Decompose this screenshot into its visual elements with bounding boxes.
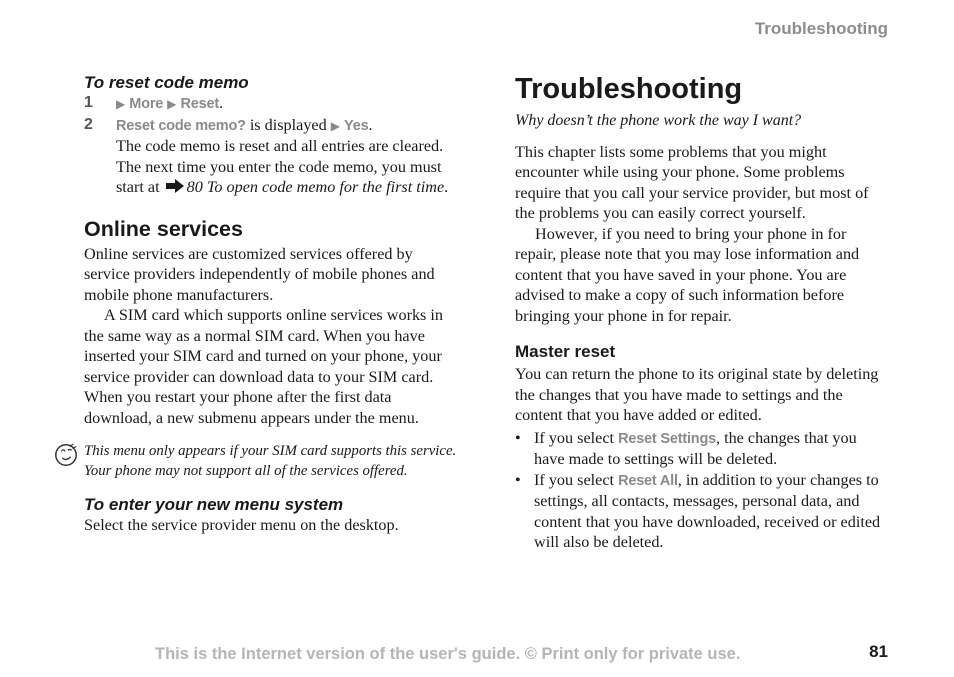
bullet-icon: •: [515, 470, 521, 489]
left-column: [84, 73, 459, 536]
right-column: [515, 73, 890, 553]
menu-arrow-icon: ▶: [330, 118, 340, 133]
menu-reset: Reset: [180, 96, 219, 112]
bullet-icon: •: [515, 428, 521, 447]
page-reference-arrow-icon: [166, 179, 184, 193]
menu-more: More: [129, 96, 164, 112]
page-number: 81: [869, 642, 888, 661]
step-2: [84, 115, 459, 198]
ui-reset-code-memo: Reset code memo?: [116, 117, 246, 134]
paragraph: You can return the phone to its original state by deleting the changes that you have made to settings and the content that you have added or edited.: [515, 365, 879, 424]
note: [84, 442, 459, 481]
procedure-title-reset-code-memo: To reset code memo: [84, 73, 249, 92]
heading-online-services: Online services: [84, 216, 243, 241]
step-number: 1: [84, 94, 93, 111]
menu-arrow-icon: ▶: [167, 97, 177, 111]
subtitle: Why doesn’t the phone work the way I want?: [515, 112, 802, 129]
menu-arrow-icon: ▶: [116, 97, 126, 111]
paragraph: This chapter lists some problems that you might encounter while using your phone. Some problems require that you call your service provider, but most of the problems you can easily correct yourself.: [515, 142, 869, 222]
page-title: Troubleshooting: [515, 73, 743, 105]
bullet-list: [515, 428, 890, 553]
procedure-title-enter-menu: To enter your new menu system: [84, 495, 344, 514]
page-reference: 80 To open code memo for the first time: [186, 178, 445, 196]
hint-icon: [52, 442, 80, 468]
step-description: The code memo is reset and all entries are cleared. The next time you enter the code memo, you must start at: [116, 137, 444, 196]
paragraph: Select the service provider menu on the desktop.: [84, 516, 399, 534]
running-header: Troubleshooting: [754, 19, 888, 38]
step-number: 2: [84, 115, 93, 133]
note-text: This menu only appears if your SIM card supports this service. Your phone may not support all of the services offered.: [84, 443, 457, 479]
ui-reset-settings: Reset Settings: [618, 430, 716, 447]
step-body: ▶ More ▶ Reset.: [116, 94, 223, 112]
footer-text: This is the Internet version of the user's guide. © Print only for private use.: [155, 645, 741, 663]
paragraph: Online services are customized services offered by service providers independently of mobile phones and mobile phone manufacturers.: [84, 244, 435, 304]
heading-master-reset: Master reset: [515, 342, 616, 361]
paragraph: A SIM card which supports online services works in the same way as a normal SIM card. When you have inserted your SIM card and turned on your phone, your service provider can download data to your SIM card. When you restart your phone after the first data download, a new submenu appears under the menu.: [84, 306, 443, 427]
ui-reset-all: Reset All: [618, 472, 678, 489]
step-1: [84, 93, 459, 115]
list-item: • If you select Reset Settings, the changes that you have made to settings will be deleted.: [515, 428, 857, 468]
ui-yes: Yes: [344, 117, 369, 134]
list-item: • If you select Reset All, in addition to your changes to settings, all contacts, messages, personal data, and content that you have downloaded, received or edited will also be deleted.: [515, 470, 881, 551]
paragraph: However, if you need to bring your phone in for repair, please note that you may lose information and content that you have saved in your phone. You are advised to make a copy of such information before bringing your phone in for repair.: [515, 224, 860, 325]
step-body: Reset code memo? is displayed ▶ Yes. The code memo is reset and all entries are cleared. The next time you enter the code memo, you must start at 80 To open code memo for the first time.: [116, 115, 449, 196]
